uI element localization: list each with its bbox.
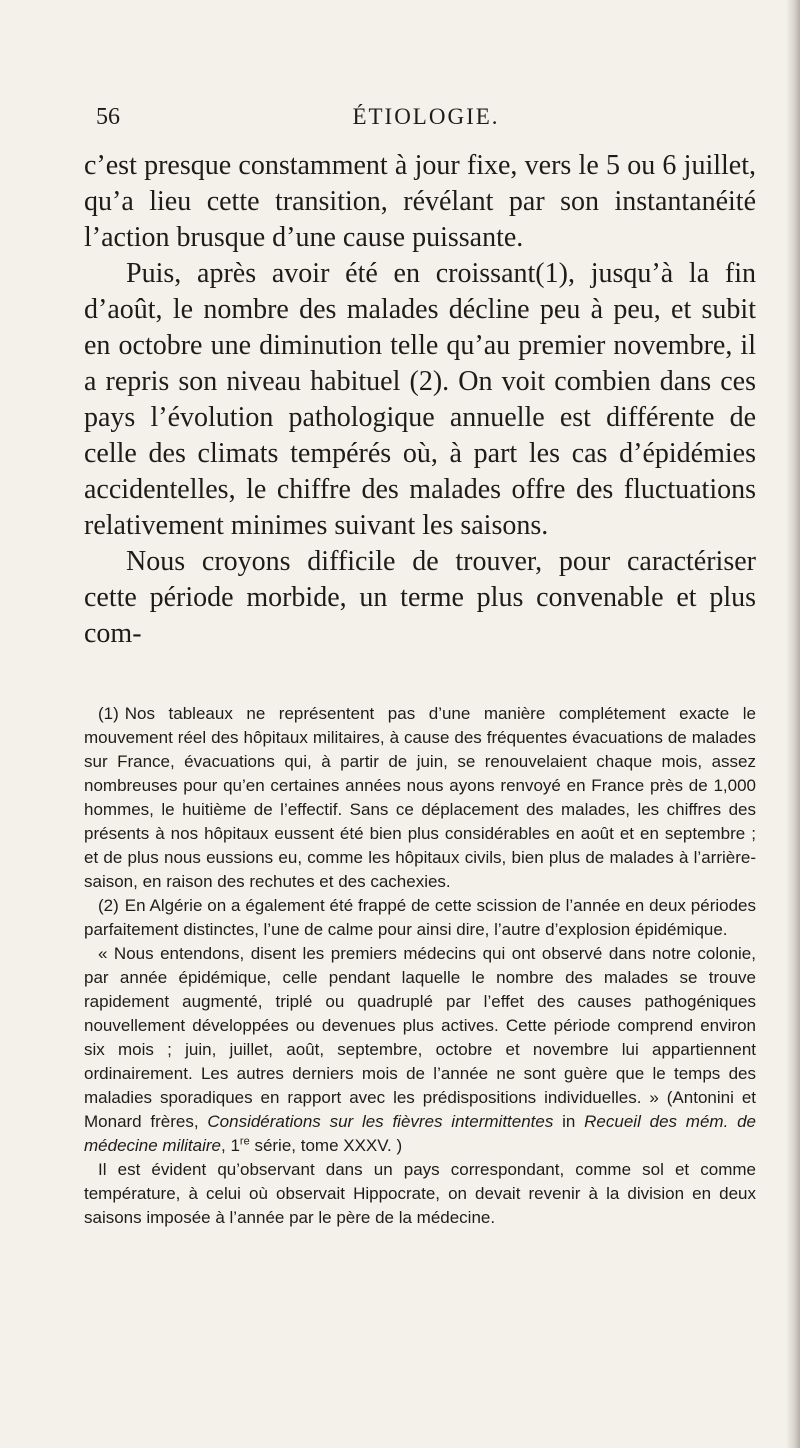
quote-title: Considérations sur les fièvres intermittentes: [207, 1112, 554, 1131]
quote-in: in: [562, 1112, 576, 1131]
main-text: [84, 148, 756, 652]
paragraph-3-text: Nous croyons difficile de trouver, pour caractériser cette période morbide, un terme plus convenable et plus com-: [84, 546, 756, 649]
footnotes: [84, 702, 756, 1230]
footnote-2-mark: (2): [98, 896, 119, 915]
quote-text: « Nous entendons, disent les premiers médecins qui ont observé dans notre colonie, par année épidémique, celle pendant laquelle le nombre des malades se trouve rapidement augmenté, triplé ou quadruplé par l’effet des causes pathogéniques nouvellement développées ou devenues plus actives. Cette période comprend environ six mois ; juin, juillet, août, septembre, octobre et novembre lui appartiennent ordinairement. Les autres derniers mois de l’année ne sont guère que le temps des maladies sporadiques en rapport avec les prédispositions individuelles. » (Antonini et Monard frères,: [84, 944, 756, 1131]
quote-collection: Recueil des mém. de médecine militaire: [84, 1112, 756, 1155]
footnote-1-mark: (1): [98, 704, 119, 723]
footnote-quote: « Nous entendons, disent les premiers médecins qui ont observé dans notre colonie, par année épidémique, celle pendant laquelle le nombre des malades se trouve rapidement augmenté, triplé ou quadruplé par l’effet des causes pathogéniques nouvellement développées ou devenues plus actives. Cette période comprend environ six mois ; juin, juillet, août, septembre, octobre et novembre lui appartiennent ordinairement. Les autres derniers mois de l’année ne sont guère que le temps des maladies sporadiques en rapport avec les prédispositions individuelles. » (Antonini et Monard frères, Considérations sur les fièvres intermittentes in Recueil des mém. de médecine militaire, 1re série, tome XXXV. ): [84, 944, 756, 1155]
footnote-1: [84, 702, 756, 894]
quote-series-rest: série, tome XXXV. ): [254, 1136, 403, 1155]
paragraph: [84, 256, 756, 544]
page-header: [96, 104, 756, 134]
quote-series-number: 1: [230, 1136, 240, 1155]
paragraph: [84, 544, 756, 652]
paragraph-2-start: Puis, après avoir été en croissant: [126, 258, 536, 289]
running-title: ÉTIOLOGIE.: [352, 104, 500, 129]
footnote-2: [84, 894, 756, 942]
paragraph-2-end: . On voit combien dans ces pays l’évolution pathologique annuelle est différente de celle des climats tempérés où, à part les cas d’épidémies accidentelles, le chiffre des malades offre des fluctuations relativement minimes suivant les saisons.: [84, 366, 757, 541]
page-edge-shadow: [786, 0, 800, 1448]
paragraph-2-middle: , jusqu’à la fin d’août, le nombre des malades décline peu à peu, et subit en octobre une diminution telle qu’au premier novembre, il a repris son niveau habituel: [84, 258, 756, 397]
footnote-reference-2: (2): [409, 366, 443, 397]
paragraph-1-text: c’est presque constamment à jour fixe, vers le 5 ou 6 juillet, qu’a lieu cette transition, révélant par son instantanéité l’action brusque d’une cause puissante.: [84, 150, 756, 253]
footnote-2-text: En Algérie on a également été frappé de cette scission de l’année en deux périodes parfaitement distinctes, l’une de calme pour ainsi dire, l’autre d’explosion épidémique.: [84, 896, 756, 939]
paragraph: [84, 148, 756, 256]
footnote-reference-1: (1): [535, 258, 568, 289]
page-number: 56: [96, 104, 120, 130]
closing-text: Il est évident qu’observant dans un pays correspondant, comme sol et comme température, à celui où observait Hippocrate, on devait revenir à la division en deux saisons imposée à l’année par le père de la médecine.: [84, 1160, 756, 1227]
footnote-closing: [84, 1158, 756, 1230]
footnote-1-text: Nos tableaux ne représentent pas d’une manière complétement exacte le mouvement réel des hôpitaux militaires, à cause des fréquentes évacuations de malades sur France, évacuations qui, à partir de juin, se renouvelaient chaque mois, assez nombreuses pour qu’en certaines années nous ayons renvoyé en France près de 1,000 hommes, le huitième de l’effectif. Sans ce déplacement des malades, les chiffres des présents à nos hôpitaux eussent été bien plus considérables en août et en septembre ; et de plus nous eussions eu, comme les hôpitaux civils, bien plus de malades à l’arrière-saison, en raison des rechutes et des cachexies.: [84, 704, 756, 891]
quote-series-sup: re: [239, 1135, 250, 1148]
